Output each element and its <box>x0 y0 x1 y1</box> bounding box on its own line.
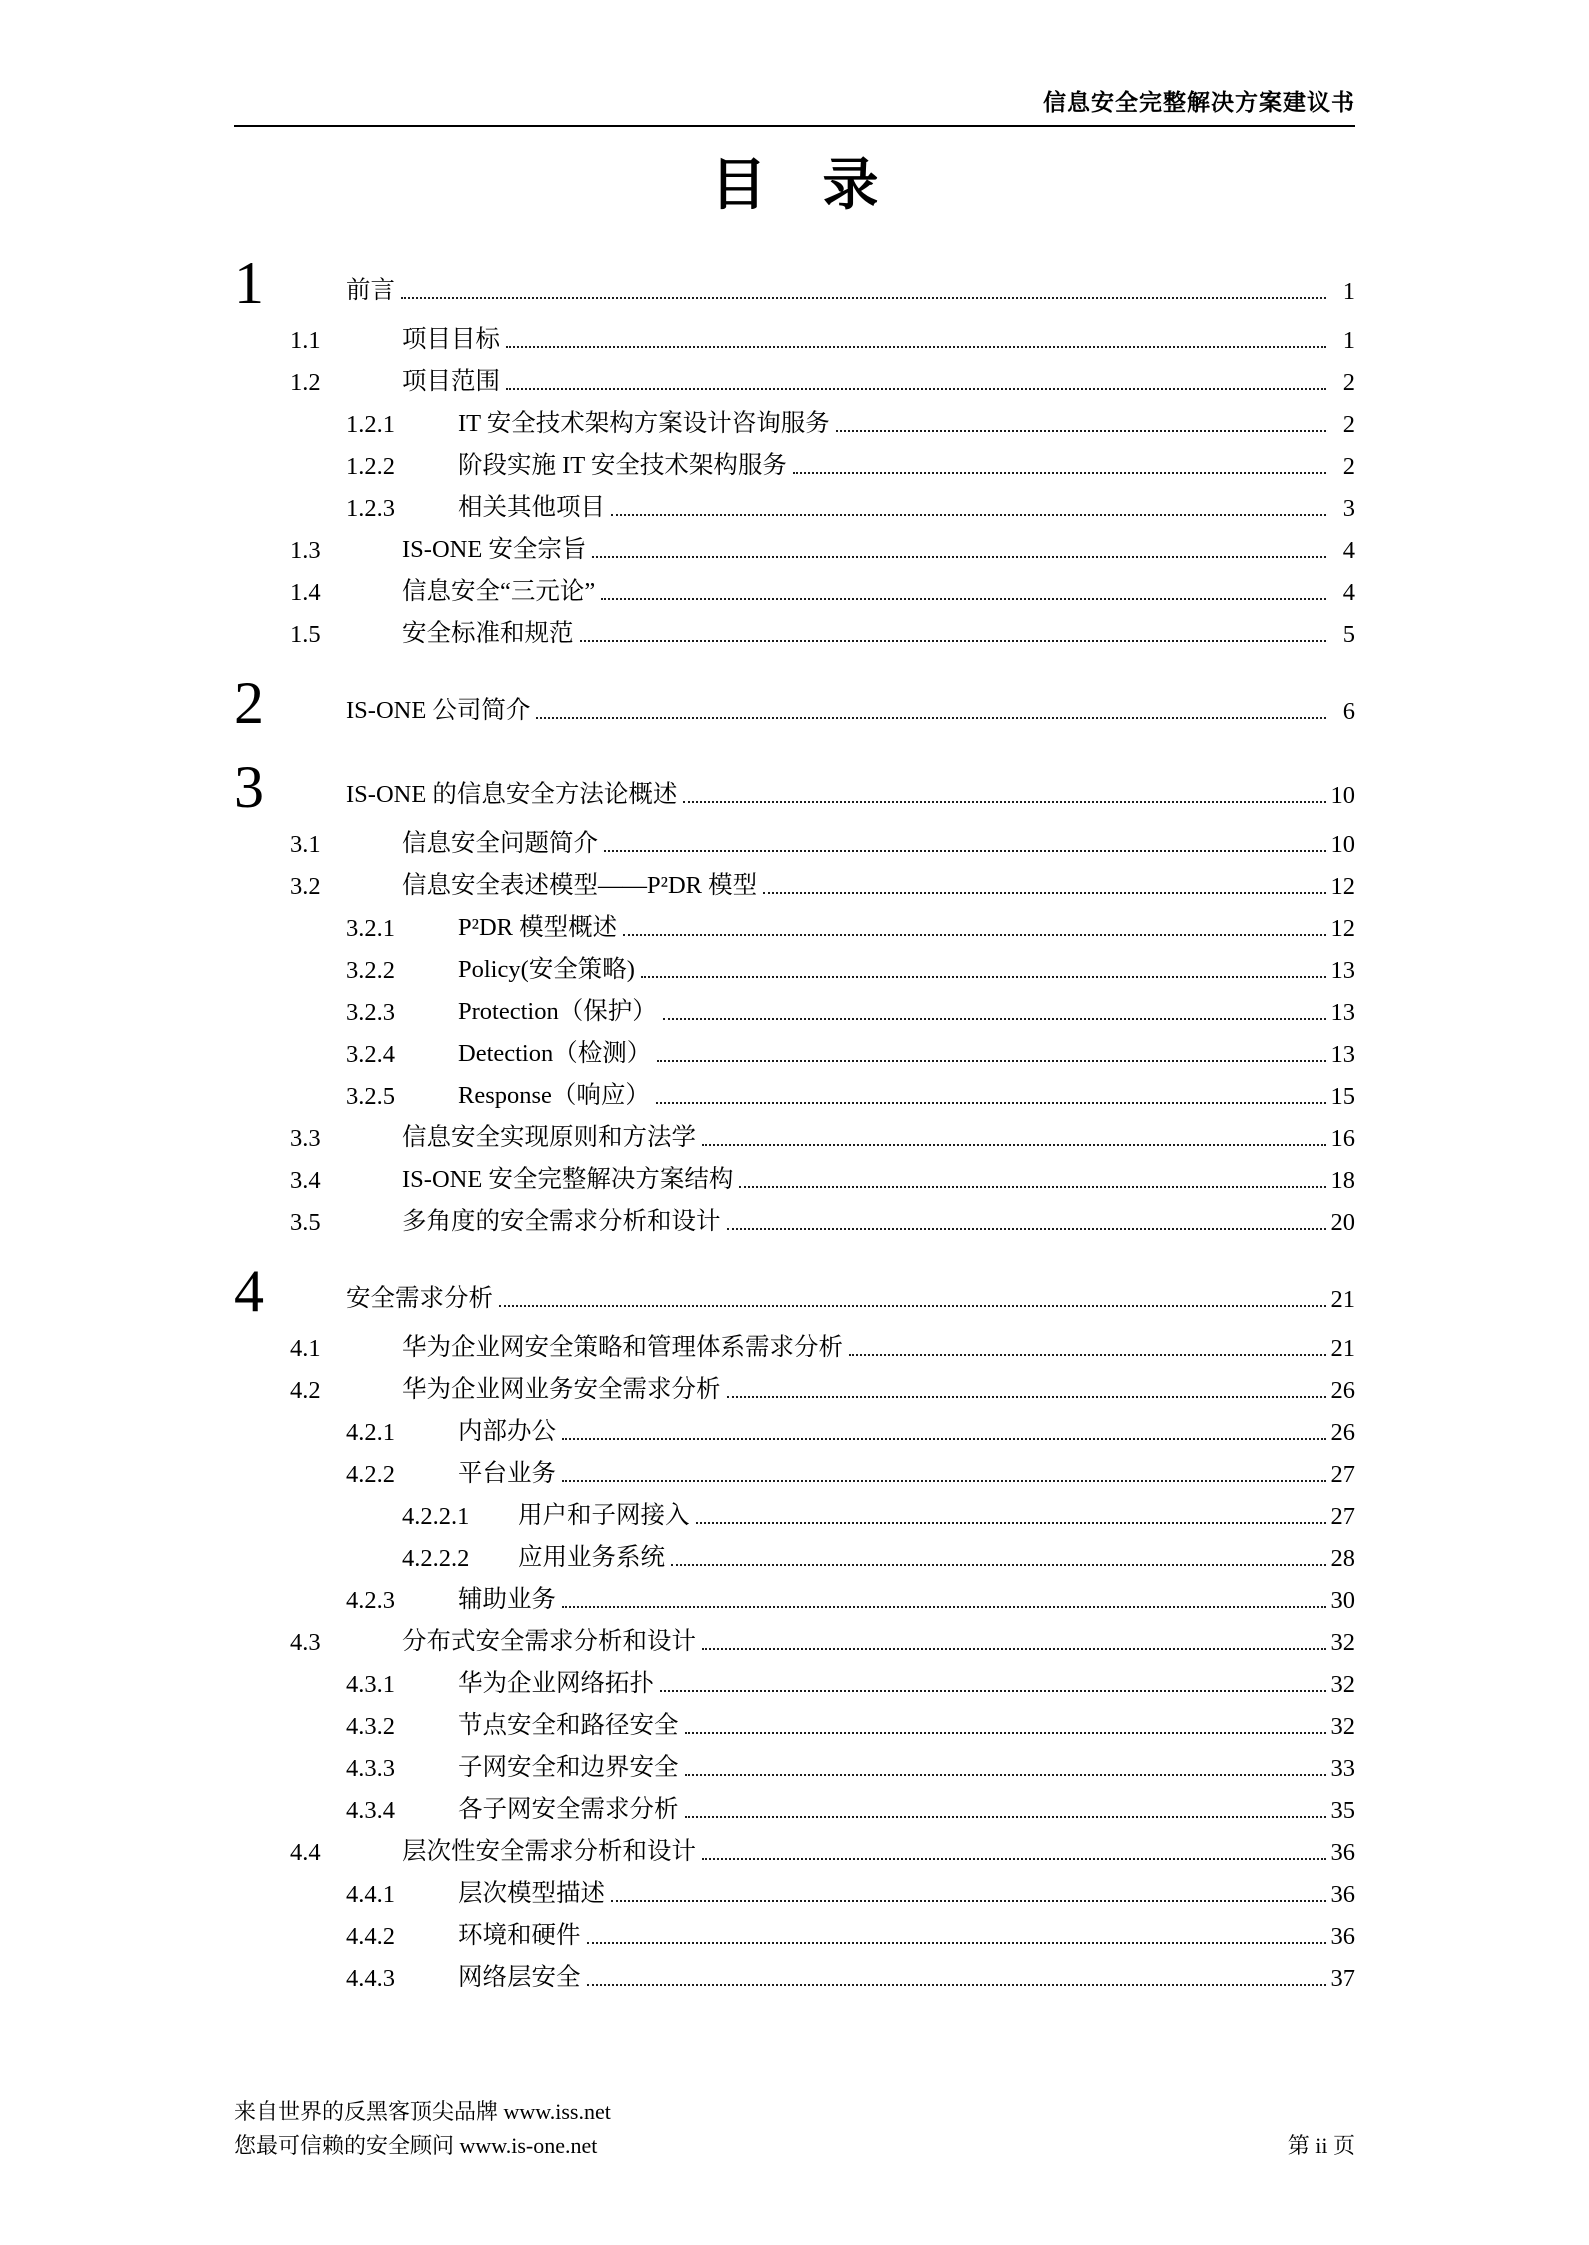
toc-entry-page: 4 <box>1342 537 1355 564</box>
toc-entry-label: IS-ONE 公司简介 <box>346 697 531 724</box>
toc-entry-number: 1.3 <box>290 537 321 564</box>
toc-entry-label: 应用业务系统 <box>518 1544 665 1571</box>
toc-entry[interactable] <box>234 607 1355 649</box>
dot-leader <box>587 1942 1327 1944</box>
toc-entry-number: 3 <box>234 754 264 820</box>
footer-brand-lines <box>234 2095 611 2163</box>
toc-entry[interactable] <box>234 1195 1355 1237</box>
toc-entry-label: 子网安全和边界安全 <box>458 1754 679 1781</box>
toc-entry[interactable] <box>234 1531 1355 1573</box>
toc-entry-page: 12 <box>1330 873 1355 900</box>
toc-entry-label: 相关其他项目 <box>458 494 605 521</box>
toc-entry-number: 4.4 <box>290 1839 321 1866</box>
toc-entry-page: 36 <box>1330 1881 1355 1908</box>
toc-entry-page: 12 <box>1330 915 1355 942</box>
toc-entry-number: 4.3.3 <box>346 1755 395 1782</box>
toc-entry-page: 13 <box>1330 999 1355 1026</box>
toc-entry-number: 4.4.2 <box>346 1923 395 1950</box>
toc-entry-page: 35 <box>1330 1797 1355 1824</box>
toc-entry-label: Response（响应） <box>458 1082 650 1109</box>
toc-entry-number: 4.2.2.1 <box>402 1503 470 1530</box>
toc-entry-label: 信息安全问题简介 <box>402 830 598 857</box>
toc-entry-page: 18 <box>1330 1167 1355 1194</box>
dot-leader <box>739 1186 1326 1188</box>
dot-leader <box>611 514 1326 516</box>
toc-entry[interactable] <box>234 1783 1355 1825</box>
dot-leader <box>696 1522 1327 1524</box>
toc-entry-page: 21 <box>1330 1335 1355 1362</box>
toc-entry-number: 4.3 <box>290 1629 321 1656</box>
toc-entry-page: 1 <box>1342 327 1355 354</box>
toc-entry[interactable] <box>234 1825 1355 1867</box>
toc-entry-label: Policy(安全策略) <box>458 956 635 983</box>
footer-line1: 来自世界的反黑客顶尖品牌 www.iss.net <box>234 2099 611 2124</box>
toc-entry-number: 3.4 <box>290 1167 321 1194</box>
toc-entry-page: 32 <box>1330 1629 1355 1656</box>
toc-entry-number: 1.2.2 <box>346 453 395 480</box>
toc-entry-page: 28 <box>1330 1545 1355 1572</box>
toc-entry-page: 6 <box>1342 698 1355 725</box>
toc-entry-number: 4.2 <box>290 1377 321 1404</box>
dot-leader <box>580 640 1327 642</box>
toc-entry-page: 4 <box>1342 579 1355 606</box>
toc-entry-number: 3.2 <box>290 873 321 900</box>
toc-entry[interactable] <box>234 1153 1355 1195</box>
dot-leader <box>702 1858 1326 1860</box>
toc-entry-label: 层次性安全需求分析和设计 <box>402 1838 696 1865</box>
toc-entry-label: 内部办公 <box>458 1418 556 1445</box>
toc-entry-number: 3.2.4 <box>346 1041 395 1068</box>
toc-entry[interactable] <box>234 1405 1355 1447</box>
toc-entry[interactable] <box>234 481 1355 523</box>
toc-entry-page: 32 <box>1330 1713 1355 1740</box>
toc-entry-number: 4.3.4 <box>346 1797 395 1824</box>
dot-leader <box>562 1480 1326 1482</box>
toc-entry-number: 4.4.1 <box>346 1881 395 1908</box>
dot-leader <box>685 1816 1327 1818</box>
toc-entry-page: 15 <box>1330 1083 1355 1110</box>
toc-entry-label: 安全需求分析 <box>346 1285 493 1312</box>
toc-entry-number: 4.3.2 <box>346 1713 395 1740</box>
toc-entry[interactable] <box>234 1909 1355 1951</box>
toc-entry-page: 26 <box>1330 1377 1355 1404</box>
toc-entry-label: 分布式安全需求分析和设计 <box>402 1628 696 1655</box>
toc-entry-label: IS-ONE 安全完整解决方案结构 <box>402 1166 734 1193</box>
toc-entry[interactable] <box>234 1111 1355 1153</box>
dot-leader <box>601 598 1326 600</box>
page-title: 目 录 <box>710 155 879 217</box>
toc-entry-label: 华为企业网安全策略和管理体系需求分析 <box>402 1334 843 1361</box>
toc-entry-number: 3.2.5 <box>346 1083 395 1110</box>
toc-entry-label: 信息安全表述模型——P²DR 模型 <box>402 872 758 899</box>
dot-leader <box>562 1606 1326 1608</box>
toc-entry[interactable] <box>234 943 1355 985</box>
toc-entry-number: 3.1 <box>290 831 321 858</box>
dot-leader <box>663 1018 1326 1020</box>
toc-entry[interactable] <box>234 313 1355 355</box>
toc-entry-number: 1.5 <box>290 621 321 648</box>
toc-entry[interactable] <box>234 1699 1355 1741</box>
page-header <box>234 0 1355 127</box>
toc-entry-label: 阶段实施 IT 安全技术架构服务 <box>458 452 787 479</box>
toc-entry-page: 10 <box>1330 831 1355 858</box>
toc-entry-page: 5 <box>1342 621 1355 648</box>
toc-entry-page: 16 <box>1330 1125 1355 1152</box>
dot-leader <box>592 556 1326 558</box>
toc-entry-page: 26 <box>1330 1419 1355 1446</box>
toc-entry-number: 1.2.1 <box>346 411 395 438</box>
toc-chapter-entry[interactable] <box>234 669 1355 736</box>
toc-entry-label: IT 安全技术架构方案设计咨询服务 <box>458 410 830 437</box>
toc-entry-page: 20 <box>1330 1209 1355 1236</box>
toc-entry[interactable] <box>234 1447 1355 1489</box>
toc-entry-label: 华为企业网业务安全需求分析 <box>402 1376 721 1403</box>
dot-leader <box>604 850 1326 852</box>
page-footer <box>234 2095 1355 2163</box>
dot-leader <box>506 388 1326 390</box>
toc-entry-page: 27 <box>1330 1461 1355 1488</box>
dot-leader <box>656 1102 1326 1104</box>
toc-entry[interactable] <box>234 1615 1355 1657</box>
dot-leader <box>657 1060 1326 1062</box>
toc-entry-number: 4.2.1 <box>346 1419 395 1446</box>
toc-chapter-entry[interactable] <box>234 249 1355 316</box>
toc-entry-number: 3.2.1 <box>346 915 395 942</box>
toc-entry-label: Detection（检测） <box>458 1040 652 1067</box>
toc-entry-page: 33 <box>1330 1755 1355 1782</box>
dot-leader <box>727 1228 1327 1230</box>
toc-chapter-entry[interactable] <box>234 753 1355 820</box>
toc-entry-page: 2 <box>1342 369 1355 396</box>
footer-page-number: 第 ii 页 <box>1287 2133 1355 2158</box>
toc-entry-number: 4.4.3 <box>346 1965 395 1992</box>
toc-entry-label: IS-ONE 安全宗旨 <box>402 536 587 563</box>
toc-entry[interactable] <box>234 1027 1355 1069</box>
toc-entry-label: 信息安全“三元论” <box>402 578 596 605</box>
toc-entry-number: 4.2.3 <box>346 1587 395 1614</box>
toc-entry-number: 4.3.1 <box>346 1671 395 1698</box>
dot-leader <box>763 892 1326 894</box>
toc-chapter-entry[interactable] <box>234 1257 1355 1324</box>
toc-entry-number: 1.2.3 <box>346 495 395 522</box>
toc-entry-number: 1.2 <box>290 369 321 396</box>
toc-entry-number: 1.4 <box>290 579 321 606</box>
toc-entry-number: 4 <box>234 1258 264 1324</box>
dot-leader <box>506 346 1326 348</box>
dot-leader <box>702 1144 1326 1146</box>
toc-entry-page: 3 <box>1342 495 1355 522</box>
toc-entry-label: 项目范围 <box>402 368 500 395</box>
toc-entry-label: 信息安全实现原则和方法学 <box>402 1124 696 1151</box>
dot-leader <box>587 1984 1327 1986</box>
toc-entry-page: 2 <box>1342 411 1355 438</box>
toc-entry-number: 3.2.3 <box>346 999 395 1026</box>
dot-leader <box>685 1732 1327 1734</box>
toc-entry-label: 华为企业网络拓扑 <box>458 1670 654 1697</box>
toc-entry[interactable] <box>234 859 1355 901</box>
dot-leader <box>611 1900 1326 1902</box>
dot-leader <box>702 1648 1326 1650</box>
toc-entry-label: 项目目标 <box>402 326 500 353</box>
dot-leader <box>685 1774 1327 1776</box>
toc-entry-number: 1 <box>234 250 264 316</box>
toc-entry-page: 13 <box>1330 1041 1355 1068</box>
toc-entry-number: 3.2.2 <box>346 957 395 984</box>
toc-entry-label: 安全标准和规范 <box>402 620 574 647</box>
toc-list <box>234 249 1355 1993</box>
header-title: 信息安全完整解决方案建议书 <box>1043 90 1355 115</box>
toc-entry-page: 13 <box>1330 957 1355 984</box>
toc-entry[interactable] <box>234 1657 1355 1699</box>
toc-entry-number: 4.1 <box>290 1335 321 1362</box>
toc-entry[interactable] <box>234 1867 1355 1909</box>
dot-leader <box>727 1396 1327 1398</box>
toc-entry-page: 32 <box>1330 1671 1355 1698</box>
dot-leader <box>623 934 1326 936</box>
toc-entry-page: 37 <box>1330 1965 1355 1992</box>
dot-leader <box>683 801 1326 803</box>
toc-entry-number: 4.2.2.2 <box>402 1545 470 1572</box>
toc-entry-number: 3.5 <box>290 1209 321 1236</box>
toc-entry-label: P²DR 模型概述 <box>458 914 618 941</box>
toc-entry-label: 环境和硬件 <box>458 1922 581 1949</box>
toc-entry[interactable] <box>234 439 1355 481</box>
toc-entry[interactable] <box>234 355 1355 397</box>
toc-entry[interactable] <box>234 817 1355 859</box>
toc-entry[interactable] <box>234 397 1355 439</box>
toc-entry[interactable] <box>234 1741 1355 1783</box>
dot-leader <box>401 297 1326 299</box>
toc-entry-label: IS-ONE 的信息安全方法论概述 <box>346 781 678 808</box>
footer-line2: 您最可信赖的安全顾问 www.is-one.net <box>234 2133 598 2158</box>
toc-entry[interactable] <box>234 1951 1355 1993</box>
toc-entry-label: 层次模型描述 <box>458 1880 605 1907</box>
toc-entry[interactable] <box>234 1489 1355 1531</box>
toc-entry[interactable] <box>234 565 1355 607</box>
toc-entry-page: 27 <box>1330 1503 1355 1530</box>
dot-leader <box>641 976 1326 978</box>
toc-entry-page: 21 <box>1330 1286 1355 1313</box>
toc-entry-label: 多角度的安全需求分析和设计 <box>402 1208 721 1235</box>
dot-leader <box>536 717 1326 719</box>
dot-leader <box>671 1564 1326 1566</box>
dot-leader <box>660 1690 1326 1692</box>
toc-entry-page: 10 <box>1330 782 1355 809</box>
toc-entry-page: 2 <box>1342 453 1355 480</box>
toc-entry[interactable] <box>234 1321 1355 1363</box>
toc-entry[interactable] <box>234 901 1355 943</box>
toc-entry-label: 用户和子网接入 <box>518 1502 690 1529</box>
toc-entry-number: 3.3 <box>290 1125 321 1152</box>
dot-leader <box>562 1438 1326 1440</box>
toc-entry-page: 1 <box>1342 278 1355 305</box>
toc-entry[interactable] <box>234 523 1355 565</box>
dot-leader <box>849 1354 1326 1356</box>
toc-entry-label: 平台业务 <box>458 1460 556 1487</box>
toc-entry-label: 网络层安全 <box>458 1964 581 1991</box>
toc-entry-label: 各子网安全需求分析 <box>458 1796 679 1823</box>
dot-leader <box>836 430 1326 432</box>
toc-entry-page: 30 <box>1330 1587 1355 1614</box>
dot-leader <box>793 472 1326 474</box>
toc-entry-label: Protection（保护） <box>458 998 657 1025</box>
toc-entry-label: 辅助业务 <box>458 1586 556 1613</box>
toc-entry[interactable] <box>234 1069 1355 1111</box>
toc-entry-label: 前言 <box>346 277 395 304</box>
toc-entry-number: 2 <box>234 670 264 736</box>
toc-entry-number: 4.2.2 <box>346 1461 395 1488</box>
toc-entry[interactable] <box>234 985 1355 1027</box>
toc-entry-label: 节点安全和路径安全 <box>458 1712 679 1739</box>
toc-entry-page: 36 <box>1330 1923 1355 1950</box>
toc-entry[interactable] <box>234 1573 1355 1615</box>
toc-entry-number: 1.1 <box>290 327 321 354</box>
toc-entry-page: 36 <box>1330 1839 1355 1866</box>
toc-entry[interactable] <box>234 1363 1355 1405</box>
dot-leader <box>499 1305 1326 1307</box>
